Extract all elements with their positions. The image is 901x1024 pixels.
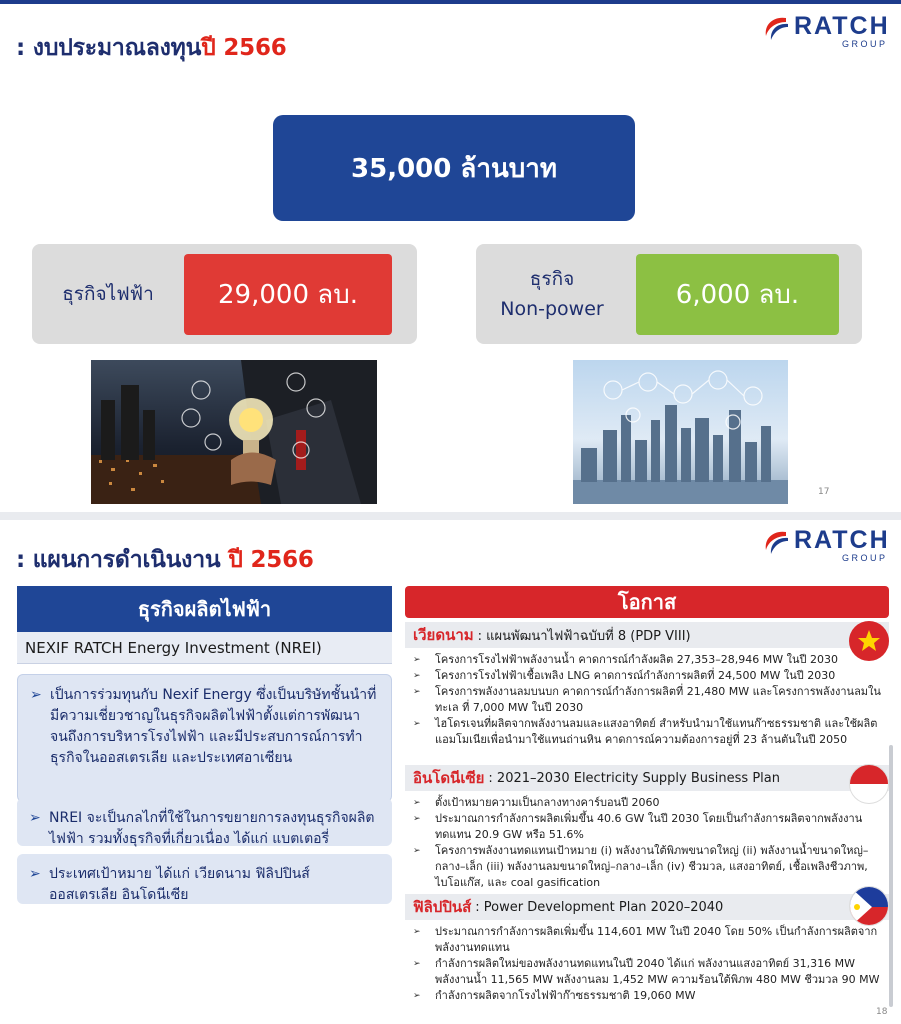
bullet-item: ➢ โครงการพลังงานลมบนบก คาดการณ์กำลังการผลิตที่ 21,480 MW และโครงการพลังงานลมในทะเล ที่ 7,000 MW ในปี 2030: [413, 684, 883, 716]
arrow-bullet-icon: ➢: [29, 866, 41, 882]
indonesia-bullets: [413, 795, 883, 891]
smart-city-photo: [573, 360, 788, 504]
power-business-value: 29,000 ลบ.: [184, 254, 392, 335]
energy-lightbulb-photo: [91, 360, 377, 504]
title-year: ปี 2566: [228, 547, 314, 573]
title-prefix: : แผนการดำเนินงาน: [16, 547, 221, 573]
slide-operation-plan: [0, 520, 901, 1024]
slide-title: [16, 30, 287, 66]
bullet-item: ➢ โครงการโรงไฟฟ้าพลังงานน้ำ คาดการณ์กำลังผลิต 27,353–28,946 MW ในปี 2030: [413, 652, 883, 668]
nonpower-business-panel: [476, 244, 862, 344]
country-name: อินโดนีเซีย: [413, 769, 485, 787]
ratch-logo-icon: [760, 14, 792, 44]
page-number: 18: [876, 1007, 888, 1017]
bullet-item: ➢ โครงการโรงไฟฟ้าเชื้อเพลิง LNG คาดการณ์กำลังการผลิตที่ 24,500 MW ในปี 2030: [413, 668, 883, 684]
nonpower-business-value: 6,000 ลบ.: [636, 254, 839, 335]
arrow-bullet-icon: ➢: [29, 810, 41, 826]
scrollbar[interactable]: [889, 745, 893, 1007]
country-name: เวียดนาม: [413, 626, 474, 644]
bullet-item: ➢ ไฮโดรเจนที่ผลิตจากพลังงานลมและแสงอาทิตย์ สำหรับนำมาใช้แทนก๊าซธรรมชาติ และใช้ผลิตแอมโมเนียเพื่อนำมาใช้แทนถ่านหิน คาดการณ์ความต้องการอยู่ที่ 23 ล้านตันในปี 2050: [413, 716, 883, 748]
page-number: 17: [818, 487, 830, 497]
country-plan: : Power Development Plan 2020–2040: [475, 899, 724, 915]
title-prefix: : งบประมาณลงทุน: [16, 35, 202, 61]
bullet-item: ➢ กำลังการผลิตจากโรงไฟฟ้าก๊าซธรรมชาติ 19,060 MW: [413, 988, 883, 1004]
power-business-label: ธุรกิจไฟฟ้า: [62, 283, 154, 305]
info-card-text: เป็นการร่วมทุนกับ Nexif Energy ซึ่งเป็นบริษัทชั้นนำที่มีความเชี่ยวชาญในธุรกิจผลิตไฟฟ้าตั้งแต่การพัฒนาจนถึงการบริหารโรงไฟฟ้า และมีประสบการณ์การทำธุรกิจในออสเตรเลีย และประเทศอาเซียน: [50, 687, 377, 766]
bullet-item: ➢ ประมาณการกำลังการผลิตเพิ่มขึ้น 40.6 GW ในปี 2030 โดยเป็นกำลังการผลิตจากพลังงานทดแทน 20.9 GW หรือ 51.6%: [413, 811, 883, 843]
ratch-logo: [760, 526, 900, 570]
nonpower-label-line2: Non-power: [500, 298, 604, 320]
country-plan: : แผนพัฒนาไฟฟ้าฉบับที่ 8 (PDP VIII): [477, 628, 691, 644]
logo-name: RATCH: [794, 12, 890, 40]
total-budget-box: 35,000 ล้านบาท: [273, 115, 635, 221]
ratch-logo-icon: [760, 528, 792, 558]
info-card-text: ประเทศเป้าหมาย ได้แก่ เวียดนาม ฟิลิปปินส์ ออสเตรเลีย อินโดนีเซีย: [49, 866, 310, 903]
nonpower-label-line1: ธุรกิจ: [529, 268, 575, 290]
info-card: [17, 854, 392, 904]
country-plan: : 2021–2030 Electricity Supply Business Plan: [488, 770, 780, 786]
bullet-item: ➢ ประมาณการกำลังการผลิตเพิ่มขึ้น 114,601 MW ในปี 2040 โดย 50% เป็นกำลังการผลิตจากพลังงานทดแทน: [413, 924, 883, 956]
ratch-logo: [760, 12, 900, 56]
info-card: [17, 674, 392, 802]
logo-group: GROUP: [842, 553, 888, 563]
vietnam-row: [405, 622, 889, 648]
indonesia-row: [405, 765, 889, 791]
slide-title: [16, 542, 314, 578]
bullet-item: ➢ ตั้งเป้าหมายความเป็นกลางทางคาร์บอนปี 2060: [413, 795, 883, 811]
arrow-bullet-icon: ➢: [30, 687, 42, 703]
slide-top-rule: [0, 0, 901, 4]
logo-group: GROUP: [842, 39, 888, 49]
country-name: ฟิลิปปินส์: [413, 898, 472, 916]
nonpower-business-label: [476, 264, 628, 324]
title-year: ปี 2566: [201, 35, 287, 61]
philippines-flag-icon: [849, 886, 889, 926]
vietnam-bullets: [413, 652, 883, 748]
philippines-row: [405, 894, 889, 920]
info-card: [17, 798, 392, 846]
logo-name: RATCH: [794, 526, 890, 554]
power-generation-header: ธุรกิจผลิตไฟฟ้า: [17, 586, 392, 632]
philippines-bullets: [413, 924, 883, 1004]
bullet-item: ➢ กำลังการผลิตใหม่ของพลังงานทดแทนในปี 2040 ได้แก่ พลังงานแสงอาทิตย์ 31,316 MW พลังงานน้ำ 11,565 MW พลังงานลม 1,452 MW ความร้อนใต้พิภพ 480 MW ชีวมวล 90 MW: [413, 956, 883, 988]
info-card-text: NREI จะเป็นกลไกที่ใช้ในการขยายการลงทุนธุรกิจผลิตไฟฟ้า รวมทั้งธุรกิจที่เกี่ยวเนื่อง ได้แก่ แบตเตอรี่: [49, 810, 375, 847]
bullet-item: ➢ โครงการพลังงานทดแทนเป้าหมาย (i) พลังงานใต้พิภพขนาดใหญ่ (ii) พลังงานน้ำขนาดใหญ่–กลาง–เล็ก (iii) พลังงานลมขนาดใหญ่–กลาง–เล็ก (iv) ชีวมวล, แสงอาทิตย์, เชื้อเพลิงชีวภาพ, ไบโอแก๊ส, และ coal gasification: [413, 843, 883, 891]
power-business-panel: [32, 244, 417, 344]
opportunity-header: โอกาส: [405, 586, 889, 618]
company-name-row: NEXIF RATCH Energy Investment (NREI): [17, 632, 392, 664]
